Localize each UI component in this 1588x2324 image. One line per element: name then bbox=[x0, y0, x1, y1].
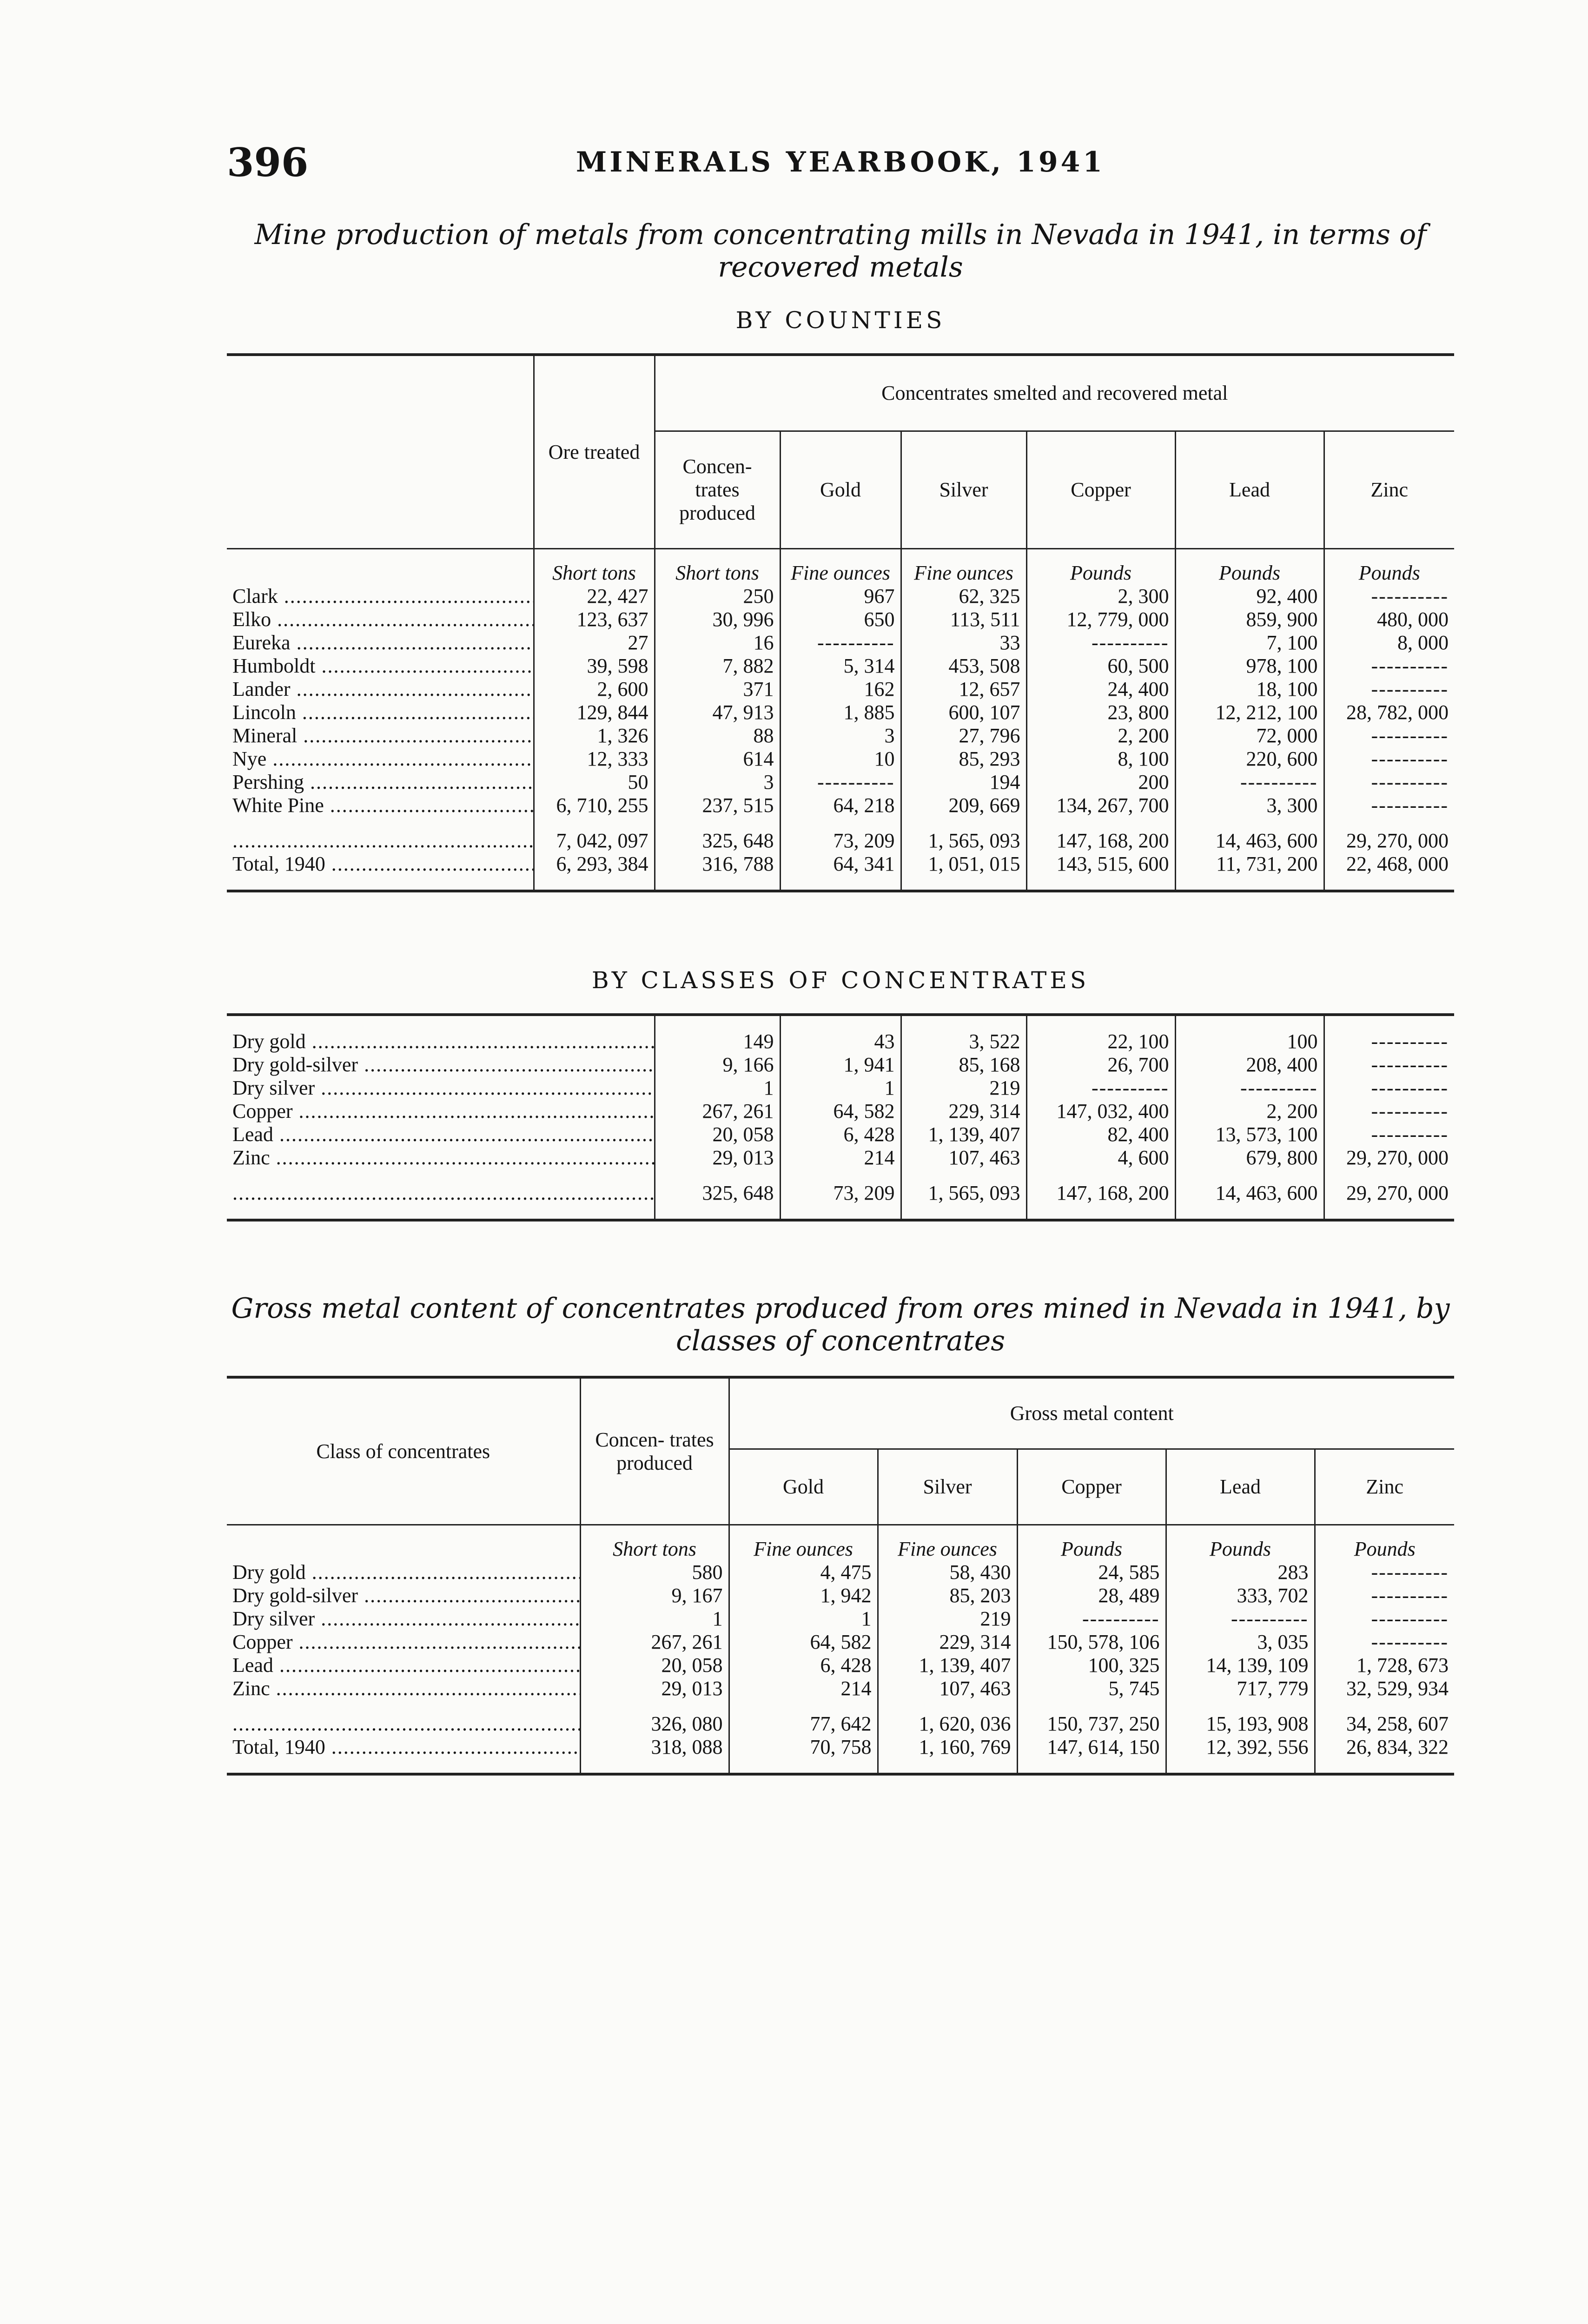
table3-caption-line1: Gross metal content of concentrates produced from ores mined in Nevada in 1941, by bbox=[231, 1292, 1450, 1325]
cell: 480, 000 bbox=[1324, 608, 1454, 631]
cell: ---------- bbox=[1315, 1561, 1454, 1584]
cell: 129, 844 bbox=[534, 701, 655, 724]
cell: ---------- bbox=[1315, 1631, 1454, 1654]
cell: 1, 942 bbox=[729, 1584, 878, 1607]
cell: 147, 032, 400 bbox=[1026, 1100, 1175, 1123]
cell: 39, 598 bbox=[534, 654, 655, 678]
cell: 220, 600 bbox=[1175, 747, 1324, 771]
cell: 2, 200 bbox=[1026, 724, 1175, 747]
cell: 73, 209 bbox=[780, 829, 901, 852]
cell: 10 bbox=[780, 747, 901, 771]
unit-cell: Pounds bbox=[1026, 549, 1175, 585]
table-row bbox=[227, 1584, 1454, 1607]
cell: 7, 100 bbox=[1175, 631, 1324, 654]
cell: 107, 463 bbox=[878, 1677, 1017, 1712]
cell: 85, 293 bbox=[901, 747, 1026, 771]
cell: 267, 261 bbox=[580, 1631, 729, 1654]
cell: 5, 745 bbox=[1017, 1677, 1166, 1712]
total-1940-label: Total, 1940 ..... bbox=[227, 1736, 580, 1774]
cell: 100, 325 bbox=[1017, 1654, 1166, 1677]
cell: ---------- bbox=[1166, 1607, 1315, 1631]
unit-cell: Fine ounces bbox=[878, 1525, 1017, 1561]
cell: 250 bbox=[655, 585, 780, 608]
cell: ---------- bbox=[1324, 724, 1454, 747]
cell: 150, 578, 106 bbox=[1017, 1631, 1166, 1654]
table-row bbox=[227, 1146, 1454, 1182]
cell: 32, 529, 934 bbox=[1315, 1677, 1454, 1712]
cell: 23, 800 bbox=[1026, 701, 1175, 724]
table-row bbox=[227, 1123, 1454, 1146]
table-row bbox=[227, 1607, 1454, 1631]
page-number: 396 bbox=[227, 139, 309, 185]
page-header bbox=[227, 139, 1454, 191]
table-row bbox=[227, 1561, 1454, 1584]
unit-cell: Pounds bbox=[1175, 549, 1324, 585]
cell: 72, 000 bbox=[1175, 724, 1324, 747]
row-label: Pershing ..... bbox=[227, 771, 534, 794]
cell: 28, 782, 000 bbox=[1324, 701, 1454, 724]
cell: 3 bbox=[655, 771, 780, 794]
cell: 326, 080 bbox=[580, 1712, 729, 1736]
cell: 1 bbox=[580, 1607, 729, 1631]
cell: 650 bbox=[780, 608, 901, 631]
row-label: Eureka ..... bbox=[227, 631, 534, 654]
row-label: Mineral ..... bbox=[227, 724, 534, 747]
table-row bbox=[227, 1100, 1454, 1123]
units-row bbox=[227, 549, 1454, 585]
row-label: Humboldt ..... bbox=[227, 654, 534, 678]
cell: 29, 270, 000 bbox=[1324, 1182, 1454, 1220]
cell: ---------- bbox=[1324, 1076, 1454, 1100]
classes-table bbox=[227, 1013, 1454, 1221]
table-row bbox=[227, 678, 1454, 701]
cell: 1, 139, 407 bbox=[878, 1654, 1017, 1677]
cell: 3, 300 bbox=[1175, 794, 1324, 829]
table1-caption bbox=[227, 218, 1454, 284]
table1-caption-line1: Mine production of metals from concentrating mills in Nevada in 1941, in terms of bbox=[254, 218, 1427, 251]
table-row bbox=[227, 724, 1454, 747]
cell: ---------- bbox=[1026, 631, 1175, 654]
table-row bbox=[227, 1053, 1454, 1076]
cell: ---------- bbox=[1324, 678, 1454, 701]
cell: 14, 463, 600 bbox=[1175, 1182, 1324, 1220]
header-gold: Gold bbox=[780, 431, 901, 549]
header-ore-treated: Ore treated bbox=[534, 355, 655, 549]
cell: 50 bbox=[534, 771, 655, 794]
cell: 27, 796 bbox=[901, 724, 1026, 747]
total-row bbox=[227, 829, 1454, 852]
cell: 318, 088 bbox=[580, 1736, 729, 1774]
cell: 64, 582 bbox=[729, 1631, 878, 1654]
cell: 43 bbox=[780, 1016, 901, 1053]
table1-caption-line2: recovered metals bbox=[718, 251, 963, 284]
unit-cell: Fine ounces bbox=[729, 1525, 878, 1561]
table2-subtitle: BY CLASSES OF CONCENTRATES bbox=[591, 967, 1090, 994]
cell: 859, 900 bbox=[1175, 608, 1324, 631]
unit-cell: Fine ounces bbox=[901, 549, 1026, 585]
cell: 237, 515 bbox=[655, 794, 780, 829]
table-row bbox=[227, 608, 1454, 631]
cell: 143, 515, 600 bbox=[1026, 852, 1175, 891]
cell: 29, 270, 000 bbox=[1324, 1146, 1454, 1182]
cell: 29, 270, 000 bbox=[1324, 829, 1454, 852]
unit-cell: Pounds bbox=[1315, 1525, 1454, 1561]
cell: 12, 657 bbox=[901, 678, 1026, 701]
cell: 73, 209 bbox=[780, 1182, 901, 1220]
row-label: White Pine ..... bbox=[227, 794, 534, 829]
cell: 2, 300 bbox=[1026, 585, 1175, 608]
total-row bbox=[227, 1712, 1454, 1736]
cell: 113, 511 bbox=[901, 608, 1026, 631]
cell: 1, 620, 036 bbox=[878, 1712, 1017, 1736]
table1-subtitle: BY COUNTIES bbox=[735, 307, 946, 334]
cell: ---------- bbox=[1175, 771, 1324, 794]
row-label: Zinc ..... bbox=[227, 1146, 655, 1182]
cell: ---------- bbox=[1324, 654, 1454, 678]
table-row bbox=[227, 585, 1454, 608]
header-copper: Copper bbox=[1026, 431, 1175, 549]
cell: 1, 728, 673 bbox=[1315, 1654, 1454, 1677]
header-class-of-concentrates: Class of concentrates bbox=[227, 1377, 580, 1525]
cell: ---------- bbox=[1315, 1607, 1454, 1631]
table-row bbox=[227, 631, 1454, 654]
cell: 6, 293, 384 bbox=[534, 852, 655, 891]
cell: 11, 731, 200 bbox=[1175, 852, 1324, 891]
cell: 64, 341 bbox=[780, 852, 901, 891]
header-lead: Lead bbox=[1166, 1449, 1315, 1525]
cell: 16 bbox=[655, 631, 780, 654]
cell: 134, 267, 700 bbox=[1026, 794, 1175, 829]
cell: 453, 508 bbox=[901, 654, 1026, 678]
unit-cell: Short tons bbox=[534, 549, 655, 585]
cell: 8, 100 bbox=[1026, 747, 1175, 771]
cell: 70, 758 bbox=[729, 1736, 878, 1774]
header-zinc: Zinc bbox=[1315, 1449, 1454, 1525]
gross-metal-table bbox=[227, 1376, 1454, 1776]
cell: ---------- bbox=[1017, 1607, 1166, 1631]
cell: 22, 427 bbox=[534, 585, 655, 608]
cell: 64, 582 bbox=[780, 1100, 901, 1123]
table-row bbox=[227, 1654, 1454, 1677]
row-label: Dry gold ..... bbox=[227, 1561, 580, 1584]
cell: 1 bbox=[729, 1607, 878, 1631]
header-gross-metal-content: Gross metal content bbox=[729, 1377, 1454, 1449]
cell: 2, 600 bbox=[534, 678, 655, 701]
cell: 82, 400 bbox=[1026, 1123, 1175, 1146]
cell: 1, 885 bbox=[780, 701, 901, 724]
cell: 283 bbox=[1166, 1561, 1315, 1584]
cell: 13, 573, 100 bbox=[1175, 1123, 1324, 1146]
cell: 1, 160, 769 bbox=[878, 1736, 1017, 1774]
cell: 208, 400 bbox=[1175, 1053, 1324, 1076]
cell: 1 bbox=[655, 1076, 780, 1100]
header-gold: Gold bbox=[729, 1449, 878, 1525]
cell: 1, 941 bbox=[780, 1053, 901, 1076]
cell: 29, 013 bbox=[655, 1146, 780, 1182]
cell: 717, 779 bbox=[1166, 1677, 1315, 1712]
total-row bbox=[227, 1182, 1454, 1220]
cell: 4, 475 bbox=[729, 1561, 878, 1584]
row-label: Dry silver ..... bbox=[227, 1607, 580, 1631]
cell: ---------- bbox=[1026, 1076, 1175, 1100]
cell: 1, 326 bbox=[534, 724, 655, 747]
cell: 14, 463, 600 bbox=[1175, 829, 1324, 852]
row-label: Copper ..... bbox=[227, 1100, 655, 1123]
cell: ---------- bbox=[780, 771, 901, 794]
cell: 214 bbox=[780, 1146, 901, 1182]
cell: 9, 167 bbox=[580, 1584, 729, 1607]
cell: 4, 600 bbox=[1026, 1146, 1175, 1182]
cell: 22, 100 bbox=[1026, 1016, 1175, 1053]
unit-cell: Short tons bbox=[580, 1525, 729, 1561]
cell: ---------- bbox=[1324, 1016, 1454, 1053]
cell: 614 bbox=[655, 747, 780, 771]
cell: 3, 522 bbox=[901, 1016, 1026, 1053]
cell: 147, 168, 200 bbox=[1026, 829, 1175, 852]
cell: 15, 193, 908 bbox=[1166, 1712, 1315, 1736]
cell: 150, 737, 250 bbox=[1017, 1712, 1166, 1736]
cell: 58, 430 bbox=[878, 1561, 1017, 1584]
cell: 194 bbox=[901, 771, 1026, 794]
cell: 29, 013 bbox=[580, 1677, 729, 1712]
cell: ---------- bbox=[1324, 747, 1454, 771]
cell: ---------- bbox=[1324, 771, 1454, 794]
cell: 47, 913 bbox=[655, 701, 780, 724]
cell: 219 bbox=[878, 1607, 1017, 1631]
cell: 24, 585 bbox=[1017, 1561, 1166, 1584]
counties-table bbox=[227, 353, 1454, 892]
cell: 371 bbox=[655, 678, 780, 701]
cell: 325, 648 bbox=[655, 1182, 780, 1220]
cell: ---------- bbox=[1175, 1076, 1324, 1100]
cell: 30, 996 bbox=[655, 608, 780, 631]
header-concentrates-produced: Concen- trates produced bbox=[655, 431, 780, 549]
cell: 149 bbox=[655, 1016, 780, 1053]
row-label: Lead ..... bbox=[227, 1123, 655, 1146]
row-label: Dry silver ..... bbox=[227, 1076, 655, 1100]
row-label: Nye ..... bbox=[227, 747, 534, 771]
cell: 147, 614, 150 bbox=[1017, 1736, 1166, 1774]
cell: 967 bbox=[780, 585, 901, 608]
cell: 26, 834, 322 bbox=[1315, 1736, 1454, 1774]
cell: 6, 428 bbox=[729, 1654, 878, 1677]
cell: 20, 058 bbox=[655, 1123, 780, 1146]
cell: 1 bbox=[780, 1076, 901, 1100]
cell: 14, 139, 109 bbox=[1166, 1654, 1315, 1677]
row-label: Lincoln ..... bbox=[227, 701, 534, 724]
cell: 8, 000 bbox=[1324, 631, 1454, 654]
cell: 5, 314 bbox=[780, 654, 901, 678]
cell: 6, 428 bbox=[780, 1123, 901, 1146]
cell: 679, 800 bbox=[1175, 1146, 1324, 1182]
total-1940-row bbox=[227, 852, 1454, 891]
cell: 200 bbox=[1026, 771, 1175, 794]
cell: 229, 314 bbox=[878, 1631, 1017, 1654]
total-1940-label: Total, 1940 ..... bbox=[227, 852, 534, 891]
cell: 77, 642 bbox=[729, 1712, 878, 1736]
cell: 7, 882 bbox=[655, 654, 780, 678]
cell: 162 bbox=[780, 678, 901, 701]
header-lead: Lead bbox=[1175, 431, 1324, 549]
table-row bbox=[227, 654, 1454, 678]
row-label: Copper ..... bbox=[227, 1631, 580, 1654]
cell: 214 bbox=[729, 1677, 878, 1712]
cell: ---------- bbox=[1324, 794, 1454, 829]
cell: 27 bbox=[534, 631, 655, 654]
cell: 1, 051, 015 bbox=[901, 852, 1026, 891]
cell: 18, 100 bbox=[1175, 678, 1324, 701]
cell: 978, 100 bbox=[1175, 654, 1324, 678]
unit-cell: Pounds bbox=[1324, 549, 1454, 585]
cell: 107, 463 bbox=[901, 1146, 1026, 1182]
cell: ---------- bbox=[780, 631, 901, 654]
cell: 3 bbox=[780, 724, 901, 747]
table-row bbox=[227, 701, 1454, 724]
total-label bbox=[227, 829, 534, 852]
row-label: Dry gold ..... bbox=[227, 1016, 655, 1053]
cell: ---------- bbox=[1315, 1584, 1454, 1607]
cell: 147, 168, 200 bbox=[1026, 1182, 1175, 1220]
row-label: Lander ..... bbox=[227, 678, 534, 701]
cell: 12, 212, 100 bbox=[1175, 701, 1324, 724]
table3-caption-line2: classes of concentrates bbox=[675, 1325, 1006, 1357]
cell: 33 bbox=[901, 631, 1026, 654]
cell: 62, 325 bbox=[901, 585, 1026, 608]
cell: ---------- bbox=[1324, 1123, 1454, 1146]
table3-caption bbox=[227, 1292, 1454, 1357]
cell: 219 bbox=[901, 1076, 1026, 1100]
cell: 24, 400 bbox=[1026, 678, 1175, 701]
table-row bbox=[227, 1076, 1454, 1100]
cell: 2, 200 bbox=[1175, 1100, 1324, 1123]
header-zinc: Zinc bbox=[1324, 431, 1454, 549]
row-label: Lead ..... bbox=[227, 1654, 580, 1677]
unit-cell: Short tons bbox=[655, 549, 780, 585]
table-row bbox=[227, 1677, 1454, 1712]
cell: 325, 648 bbox=[655, 829, 780, 852]
cell: 60, 500 bbox=[1026, 654, 1175, 678]
table-row bbox=[227, 1016, 1454, 1053]
table-row bbox=[227, 1631, 1454, 1654]
cell: 1, 139, 407 bbox=[901, 1123, 1026, 1146]
cell: 123, 637 bbox=[534, 608, 655, 631]
header-silver: Silver bbox=[901, 431, 1026, 549]
unit-cell: Pounds bbox=[1166, 1525, 1315, 1561]
table-row bbox=[227, 794, 1454, 829]
header-concentrates-group: Concentrates smelted and recovered metal bbox=[655, 355, 1454, 431]
cell: 267, 261 bbox=[655, 1100, 780, 1123]
cell: 12, 392, 556 bbox=[1166, 1736, 1315, 1774]
row-label: Clark ..... bbox=[227, 585, 534, 608]
cell: 316, 788 bbox=[655, 852, 780, 891]
cell: 34, 258, 607 bbox=[1315, 1712, 1454, 1736]
cell: 600, 107 bbox=[901, 701, 1026, 724]
cell: 92, 400 bbox=[1175, 585, 1324, 608]
cell: ---------- bbox=[1324, 1100, 1454, 1123]
cell: 22, 468, 000 bbox=[1324, 852, 1454, 891]
units-row bbox=[227, 1525, 1454, 1561]
unit-cell: Fine ounces bbox=[780, 549, 901, 585]
cell: 85, 168 bbox=[901, 1053, 1026, 1076]
cell: 3, 035 bbox=[1166, 1631, 1315, 1654]
header-copper: Copper bbox=[1017, 1449, 1166, 1525]
cell: 209, 669 bbox=[901, 794, 1026, 829]
cell: 1, 565, 093 bbox=[901, 1182, 1026, 1220]
table-row bbox=[227, 771, 1454, 794]
table-row bbox=[227, 747, 1454, 771]
cell: 64, 218 bbox=[780, 794, 901, 829]
cell: 7, 042, 097 bbox=[534, 829, 655, 852]
row-label: Dry gold-silver ..... bbox=[227, 1053, 655, 1076]
cell: 333, 702 bbox=[1166, 1584, 1315, 1607]
running-title: MINERALS YEARBOOK, 1941 bbox=[576, 146, 1105, 178]
row-label: Elko ..... bbox=[227, 608, 534, 631]
cell: 6, 710, 255 bbox=[534, 794, 655, 829]
cell: 229, 314 bbox=[901, 1100, 1026, 1123]
cell: 1, 565, 093 bbox=[901, 829, 1026, 852]
cell: ---------- bbox=[1324, 585, 1454, 608]
cell: 26, 700 bbox=[1026, 1053, 1175, 1076]
cell: ---------- bbox=[1324, 1053, 1454, 1076]
total-1940-row bbox=[227, 1736, 1454, 1774]
cell: 12, 333 bbox=[534, 747, 655, 771]
header-concentrates-produced: Concen- trates produced bbox=[580, 1377, 729, 1525]
cell: 88 bbox=[655, 724, 780, 747]
header-blank bbox=[227, 355, 534, 549]
row-label: Dry gold-silver ..... bbox=[227, 1584, 580, 1607]
cell: 9, 166 bbox=[655, 1053, 780, 1076]
header-silver: Silver bbox=[878, 1449, 1017, 1525]
cell: 100 bbox=[1175, 1016, 1324, 1053]
unit-cell: Pounds bbox=[1017, 1525, 1166, 1561]
row-label: Zinc ..... bbox=[227, 1677, 580, 1712]
cell: 12, 779, 000 bbox=[1026, 608, 1175, 631]
cell: 85, 203 bbox=[878, 1584, 1017, 1607]
cell: 20, 058 bbox=[580, 1654, 729, 1677]
cell: 28, 489 bbox=[1017, 1584, 1166, 1607]
cell: 580 bbox=[580, 1561, 729, 1584]
